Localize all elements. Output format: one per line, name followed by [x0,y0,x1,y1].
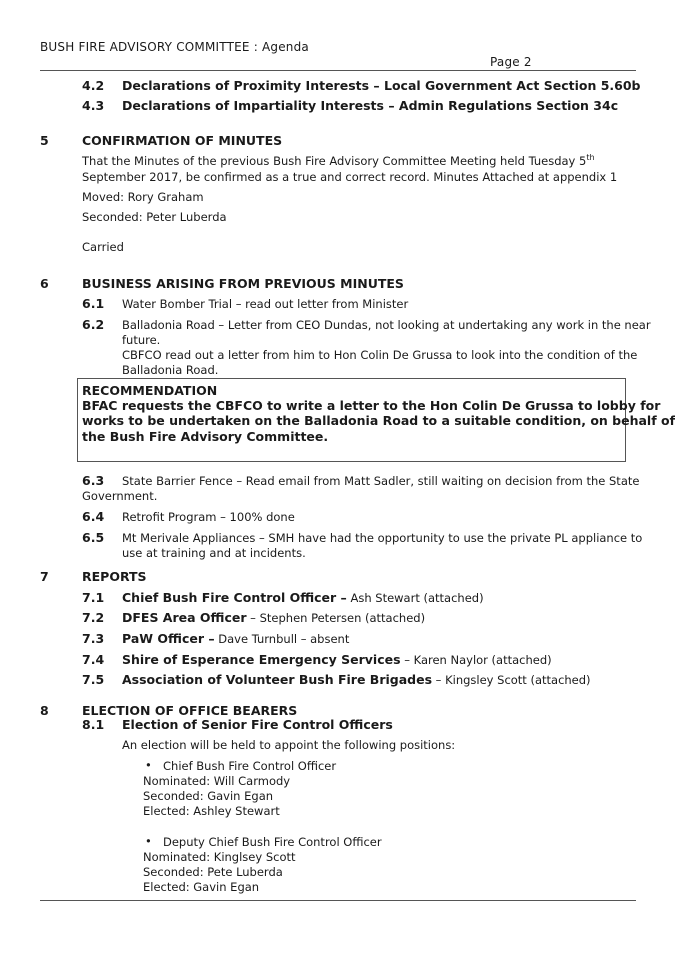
section-number: 6 [40,276,49,291]
document-title: BUSH FIRE ADVISORY COMMITTEE : Agenda [40,40,309,54]
section-title: REPORTS [82,569,147,584]
item-number: 6.5 [82,530,105,545]
recommendation-text: works to be undertaken on the Balladonia Road to a suitable condition, on behalf of [82,413,675,428]
section-number: 8 [40,703,49,718]
item-number: 6.4 [82,509,105,524]
item-heading: Declarations of Impartiality Interests – Admin Regulations Section 34c [122,98,619,113]
recommendation-text: BFAC requests the CBFCO to write a letter to the Hon Colin De Grussa to lobby for [82,398,661,413]
position-role: Chief Bush Fire Control Officer [163,759,337,773]
report-item: PaW Officer – Dave Turnbull – absent [122,631,350,646]
item-number: 6.3 [82,473,105,488]
moved-by: Moved: Rory Graham [82,190,204,204]
bullet-icon: • [145,834,152,848]
elected: Elected: Gavin Egan [143,880,260,894]
minutes-paragraph-line2: September 2017, be confirmed as a true and correct record. Minutes Attached at appendix 1 [82,170,618,184]
item-text: Mt Merivale Appliances – SMH have had the opportunity to use the private PL appliance to [122,531,643,545]
report-item: Chief Bush Fire Control Officer – Ash Stewart (attached) [122,590,484,605]
section-number: 5 [40,133,49,148]
section-title: ELECTION OF OFFICE BEARERS [82,703,298,718]
item-number: 6.2 [82,317,105,332]
item-heading: Election of Senior Fire Control Officers [122,717,393,732]
election-intro: An election will be held to appoint the following positions: [122,738,456,752]
report-item: DFES Area Officer – Stephen Petersen (attached) [122,610,426,625]
item-text: use at training and at incidents. [122,546,306,560]
item-text: Retrofit Program – 100% done [122,510,295,524]
report-number: 7.5 [82,672,105,687]
report-number: 7.1 [82,590,105,605]
item-number: 8.1 [82,717,105,732]
page-number: Page 2 [490,55,532,69]
item-text: Government. [82,489,158,503]
item-number: 4.2 [82,78,105,93]
item-text: future. [122,333,161,347]
recommendation-title: RECOMMENDATION [82,383,218,398]
seconded: Seconded: Pete Luberda [143,865,283,879]
bullet-icon: • [145,758,152,772]
item-text: Water Bomber Trial – read out letter from Minister [122,297,409,311]
item-heading: Declarations of Proximity Interests – Local Government Act Section 5.60b [122,78,641,93]
item-number: 4.3 [82,98,105,113]
item-number: 6.1 [82,296,105,311]
position-role: Deputy Chief Bush Fire Control Officer [163,835,382,849]
report-number: 7.4 [82,652,105,667]
report-number: 7.2 [82,610,105,625]
section-title: CONFIRMATION OF MINUTES [82,133,283,148]
section-number: 7 [40,569,49,584]
motion-result: Carried [82,240,124,254]
item-text: State Barrier Fence – Read email from Matt Sadler, still waiting on decision from the State [122,474,640,488]
minutes-paragraph-line1: That the Minutes of the previous Bush Fire Advisory Committee Meeting held Tuesday 5th [82,153,595,168]
nominated: Nominated: Will Carmody [143,774,291,788]
report-item: Shire of Esperance Emergency Services – Karen Naylor (attached) [122,652,552,667]
elected: Elected: Ashley Stewart [143,804,280,818]
item-text: Balladonia Road. [122,363,219,377]
recommendation-text: the Bush Fire Advisory Committee. [82,429,329,444]
header-divider [40,70,636,71]
item-text: Balladonia Road – Letter from CEO Dundas, not looking at undertaking any work in the near [122,318,651,332]
footer-divider [40,900,636,901]
item-text: CBFCO read out a letter from him to Hon Colin De Grussa to look into the condition of the [122,348,638,362]
nominated: Nominated: Kinglsey Scott [143,850,296,864]
seconded-by: Seconded: Peter Luberda [82,210,227,224]
report-item: Association of Volunteer Bush Fire Brigades – Kingsley Scott (attached) [122,672,591,687]
seconded: Seconded: Gavin Egan [143,789,274,803]
section-title: BUSINESS ARISING FROM PREVIOUS MINUTES [82,276,404,291]
report-number: 7.3 [82,631,105,646]
